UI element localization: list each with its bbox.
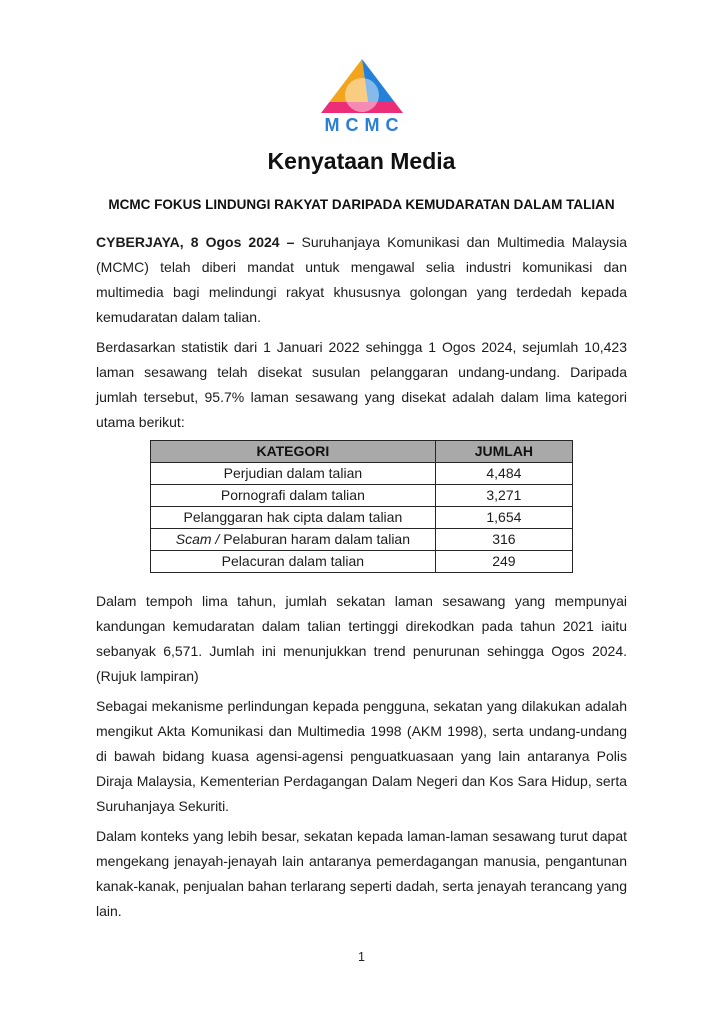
table-row xyxy=(151,551,573,573)
paragraph-statistics: Berdasarkan statistik dari 1 Januari 2022 sehingga 1 Ogos 2024, sejumlah 10,423 laman sesawang telah disekat susulan pelanggaran undang-undang. Daripada jumlah tersebut, 95.7% laman sesawang yang disekat adalah dalam lima kategori utama berikut: xyxy=(96,339,627,430)
logo-translucent-circle xyxy=(345,78,379,112)
page-number: 1 xyxy=(358,950,365,964)
table-header-jumlah: JUMLAH xyxy=(435,441,572,463)
paragraph-trend: Dalam tempoh lima tahun, jumlah sekatan laman sesawang yang mempunyai kandungan kemudaratan dalam talian tertinggi direkodkan pada tahun 2021 iaitu sebanyak 6,571. Jumlah ini menunjukkan trend penurunan sehingga Ogos 2024. (Rujuk lampiran) xyxy=(96,593,627,684)
scam-italic: Scam / xyxy=(175,531,220,547)
paragraph-context: Dalam konteks yang lebih besar, sekatan kepada laman-laman sesawang turut dapat mengekang jenayah-jenayah lain antaranya pemerdagangan manusia, pengantunan kanak-kanak, penjualan bahan terlarang seperti dadah, serta jenayah terancang yang lain. xyxy=(96,828,627,919)
dateline: CYBERJAYA, 8 Ogos 2024 – xyxy=(96,234,295,250)
cell-jumlah: 4,484 xyxy=(435,463,572,485)
document-body xyxy=(96,230,627,924)
cell-kategori: Scam / Pelaburan haram dalam talian xyxy=(151,529,436,551)
table-row xyxy=(151,529,573,551)
paragraph-intro xyxy=(96,230,627,330)
cell-kategori: Pelacuran dalam talian xyxy=(151,551,436,573)
mcmc-wordmark: MCMC xyxy=(324,115,405,135)
cell-jumlah: 3,271 xyxy=(435,485,572,507)
page-title: Kenyataan Media xyxy=(267,148,456,174)
table-header-kategori: KATEGORI xyxy=(151,441,436,463)
paragraph-intro-text: Suruhanjaya Komunikasi dan Multimedia Malaysia (MCMC) telah diberi mandat untuk mengawal selia industri komunikasi dan multimedia bagi melindungi rakyat khususnya golongan yang terdedah kepada kemudaratan dalam talian. xyxy=(96,234,627,325)
table-row xyxy=(151,463,573,485)
mcmc-logo xyxy=(0,57,723,135)
mcmc-logo-triangle-icon xyxy=(319,57,405,115)
cell-kategori: Pelanggaran hak cipta dalam talian xyxy=(151,507,436,529)
cell-jumlah: 316 xyxy=(435,529,572,551)
categories-table xyxy=(150,440,573,573)
paragraph-legal: Sebagai mekanisme perlindungan kepada pengguna, sekatan yang dilakukan adalah mengikut Akta Komunikasi dan Multimedia 1998 (AKM 1998), serta undang-undang di bawah bidang kuasa agensi-agensi penguatkuasaan yang lain antaranya Polis Diraja Malaysia, Kementerian Perdagangan Dalam Negeri dan Kos Sara Hidup, serta Suruhanjaya Sekuriti. xyxy=(96,698,627,814)
table-header-row xyxy=(151,441,573,463)
cell-kategori: Perjudian dalam talian xyxy=(151,463,436,485)
cell-jumlah: 1,654 xyxy=(435,507,572,529)
table-row xyxy=(151,485,573,507)
headline: MCMC FOKUS LINDUNGI RAKYAT DARIPADA KEMUDARATAN DALAM TALIAN xyxy=(108,197,615,212)
cell-jumlah: 249 xyxy=(435,551,572,573)
cell-kategori: Pornografi dalam talian xyxy=(151,485,436,507)
table-row xyxy=(151,507,573,529)
